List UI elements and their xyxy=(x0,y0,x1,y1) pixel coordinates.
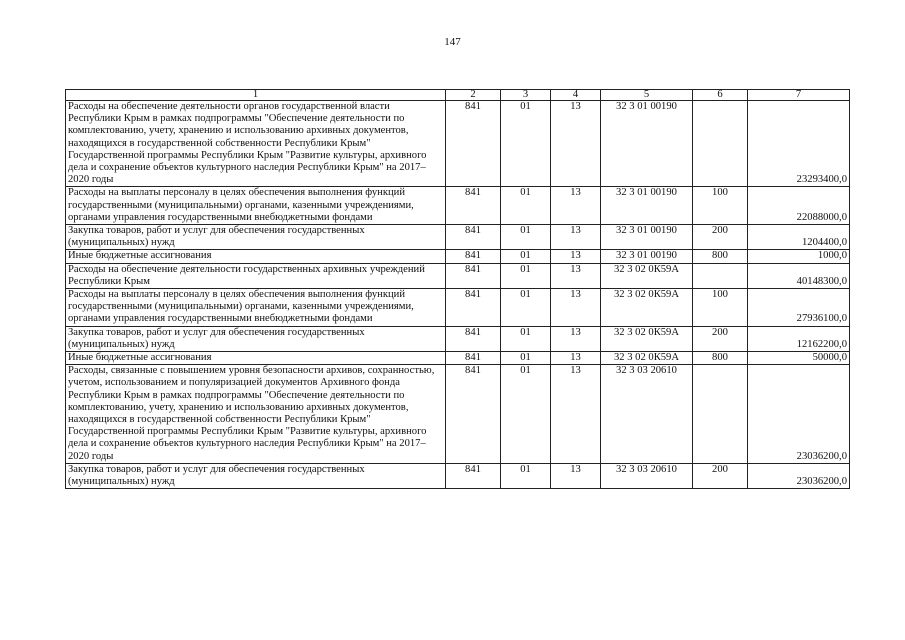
row-subsection-code: 13 xyxy=(551,263,601,288)
row-section-code: 01 xyxy=(501,187,551,225)
row-description: Расходы на выплаты персоналу в целях обеспечения выполнения функций государственными (муниципальными) органами, казенными учреждениями, органами управления государственными внебюджетными фондами xyxy=(66,289,446,327)
row-description: Закупка товаров, работ и услуг для обеспечения государственных (муниципальных) нужд xyxy=(66,225,446,250)
row-section-code: 01 xyxy=(501,263,551,288)
row-amount: 23293400,0 xyxy=(748,101,850,187)
row-expense-type xyxy=(693,263,748,288)
budget-table xyxy=(65,89,850,489)
row-expense-type: 200 xyxy=(693,463,748,488)
row-description: Иные бюджетные ассигнования xyxy=(66,352,446,365)
row-expense-type: 200 xyxy=(693,225,748,250)
row-subsection-code: 13 xyxy=(551,187,601,225)
row-expense-type xyxy=(693,101,748,187)
table-row xyxy=(66,326,850,351)
row-expense-type: 800 xyxy=(693,250,748,263)
row-target-article: 32 3 02 0К59А xyxy=(601,289,693,327)
row-section-code: 01 xyxy=(501,101,551,187)
row-amount: 40148300,0 xyxy=(748,263,850,288)
row-expense-type: 100 xyxy=(693,289,748,327)
row-subsection-code: 13 xyxy=(551,250,601,263)
row-ministry-code: 841 xyxy=(446,365,501,464)
row-expense-type: 200 xyxy=(693,326,748,351)
row-description: Расходы, связанные с повышением уровня безопасности архивов, сохранностью, учетом, использованием и популяризацией документов Архивного фонда Республики Крым в рамках подпрограммы "Обеспечение деятельности по комплектованию, учету, хранению и использованию архивных документов, находящихся в государственной собственности Республики Крым" Государственной программы Республики Крым "Развитие культуры, архивного дела и сохранение объектов культурного наследия Республики Крым" на 2017–2020 годы xyxy=(66,365,446,464)
row-ministry-code: 841 xyxy=(446,352,501,365)
table-row xyxy=(66,101,850,187)
row-target-article: 32 3 03 20610 xyxy=(601,365,693,464)
row-target-article: 32 3 01 00190 xyxy=(601,187,693,225)
column-header: 4 xyxy=(551,90,601,101)
row-description: Расходы на выплаты персоналу в целях обеспечения выполнения функций государственными (муниципальными) органами, казенными учреждениями, органами управления государственными внебюджетными фондами xyxy=(66,187,446,225)
table-row xyxy=(66,365,850,464)
row-subsection-code: 13 xyxy=(551,289,601,327)
row-amount: 12162200,0 xyxy=(748,326,850,351)
table-row xyxy=(66,225,850,250)
table-header-row xyxy=(66,90,850,101)
column-header: 2 xyxy=(446,90,501,101)
row-ministry-code: 841 xyxy=(446,263,501,288)
row-amount: 27936100,0 xyxy=(748,289,850,327)
table-row xyxy=(66,263,850,288)
row-description: Закупка товаров, работ и услуг для обеспечения государственных (муниципальных) нужд xyxy=(66,463,446,488)
row-ministry-code: 841 xyxy=(446,289,501,327)
row-section-code: 01 xyxy=(501,365,551,464)
row-amount: 1204400,0 xyxy=(748,225,850,250)
row-ministry-code: 841 xyxy=(446,250,501,263)
column-header: 6 xyxy=(693,90,748,101)
row-description: Расходы на обеспечение деятельности органов государственной власти Республики Крым в рамках подпрограммы "Обеспечение деятельности по комплектованию, учету, хранению и использованию архивных документов, находящихся в государственной собственности Республики Крым" Государственной программы Республики Крым "Развитие культуры, архивного дела и сохранение объектов культурного наследия Республики Крым" на 2017–2020 годы xyxy=(66,101,446,187)
row-ministry-code: 841 xyxy=(446,463,501,488)
row-subsection-code: 13 xyxy=(551,326,601,351)
table-row xyxy=(66,187,850,225)
row-amount: 22088000,0 xyxy=(748,187,850,225)
page-number: 147 xyxy=(444,36,461,48)
row-section-code: 01 xyxy=(501,289,551,327)
row-target-article: 32 3 02 0К59А xyxy=(601,326,693,351)
table-row xyxy=(66,463,850,488)
row-subsection-code: 13 xyxy=(551,365,601,464)
row-ministry-code: 841 xyxy=(446,326,501,351)
row-target-article: 32 3 02 0К59А xyxy=(601,352,693,365)
row-amount: 50000,0 xyxy=(748,352,850,365)
row-expense-type: 800 xyxy=(693,352,748,365)
row-section-code: 01 xyxy=(501,463,551,488)
row-section-code: 01 xyxy=(501,225,551,250)
column-header: 5 xyxy=(601,90,693,101)
column-header: 1 xyxy=(66,90,446,101)
row-ministry-code: 841 xyxy=(446,225,501,250)
row-target-article: 32 3 03 20610 xyxy=(601,463,693,488)
row-subsection-code: 13 xyxy=(551,101,601,187)
row-description: Расходы на обеспечение деятельности государственных архивных учреждений Республики Крым xyxy=(66,263,446,288)
row-description: Иные бюджетные ассигнования xyxy=(66,250,446,263)
row-subsection-code: 13 xyxy=(551,225,601,250)
table-row xyxy=(66,250,850,263)
table-row xyxy=(66,352,850,365)
row-amount: 1000,0 xyxy=(748,250,850,263)
row-subsection-code: 13 xyxy=(551,352,601,365)
row-section-code: 01 xyxy=(501,250,551,263)
row-section-code: 01 xyxy=(501,326,551,351)
row-amount: 23036200,0 xyxy=(748,463,850,488)
table-row xyxy=(66,289,850,327)
row-amount: 23036200,0 xyxy=(748,365,850,464)
row-section-code: 01 xyxy=(501,352,551,365)
column-header: 3 xyxy=(501,90,551,101)
row-ministry-code: 841 xyxy=(446,187,501,225)
row-subsection-code: 13 xyxy=(551,463,601,488)
row-target-article: 32 3 02 0К59А xyxy=(601,263,693,288)
row-target-article: 32 3 01 00190 xyxy=(601,101,693,187)
row-target-article: 32 3 01 00190 xyxy=(601,250,693,263)
row-expense-type xyxy=(693,365,748,464)
row-ministry-code: 841 xyxy=(446,101,501,187)
row-target-article: 32 3 01 00190 xyxy=(601,225,693,250)
column-header: 7 xyxy=(748,90,850,101)
row-expense-type: 100 xyxy=(693,187,748,225)
row-description: Закупка товаров, работ и услуг для обеспечения государственных (муниципальных) нужд xyxy=(66,326,446,351)
